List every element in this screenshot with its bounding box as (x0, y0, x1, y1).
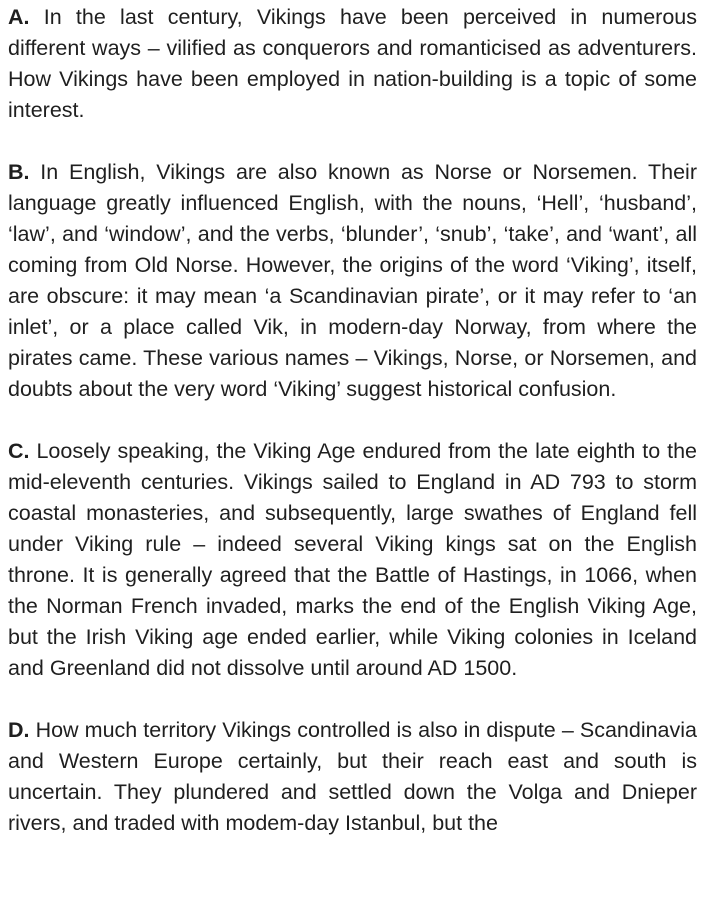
reading-passage (8, 2, 697, 839)
paragraph-text: In the last century, Vikings have been perceived in numerous different ways – vilified as conquerors and romanticised as adventurers. How Vikings have been employed in nation-building is a topic of some interest. (8, 5, 697, 122)
paragraph-letter: C. (8, 439, 30, 463)
paragraph-d (8, 715, 697, 839)
paragraph-letter: A. (8, 5, 30, 29)
paragraph-text: Loosely speaking, the Viking Age endured from the late eighth to the mid-eleventh centuries. Vikings sailed to England in AD 793 to storm coastal monasteries, and subsequently, large swathes of England fell under Viking rule – indeed several Viking kings sat on the English throne. It is generally agreed that the Battle of Hastings, in 1066, when the Norman French invaded, marks the end of the English Viking Age, but the Irish Viking age ended earlier, while Viking colonies in Iceland and Greenland did not dissolve until around AD 1500. (8, 439, 697, 680)
paragraph-letter: D. (8, 718, 30, 742)
paragraph-text: In English, Vikings are also known as Norse or Norsemen. Their language greatly influenced English, with the nouns, ‘Hell’, ‘husband’, ‘law’, and ‘window’, and the verbs, ‘blunder’, ‘snub’, ‘take’, and ‘want’, all coming from Old Norse. However, the origins of the word ‘Viking’, itself, are obscure: it may mean ‘a Scandinavian pirate’, or it may refer to ‘an inlet’, or a place called Vik, in modern-day Norway, from where the pirates came. These various names – Vikings, Norse, or Norsemen, and doubts about the very word ‘Viking’ suggest historical confusion. (8, 160, 697, 401)
paragraph-c (8, 436, 697, 684)
paragraph-text: How much territory Vikings controlled is also in dispute – Scandinavia and Western Europe certainly, but their reach east and south is uncertain. They plundered and settled down the Volga and Dnieper rivers, and traded with modem-day Istanbul, but the (8, 718, 697, 835)
paragraph-a (8, 2, 697, 126)
paragraph-letter: B. (8, 160, 30, 184)
paragraph-b (8, 157, 697, 405)
